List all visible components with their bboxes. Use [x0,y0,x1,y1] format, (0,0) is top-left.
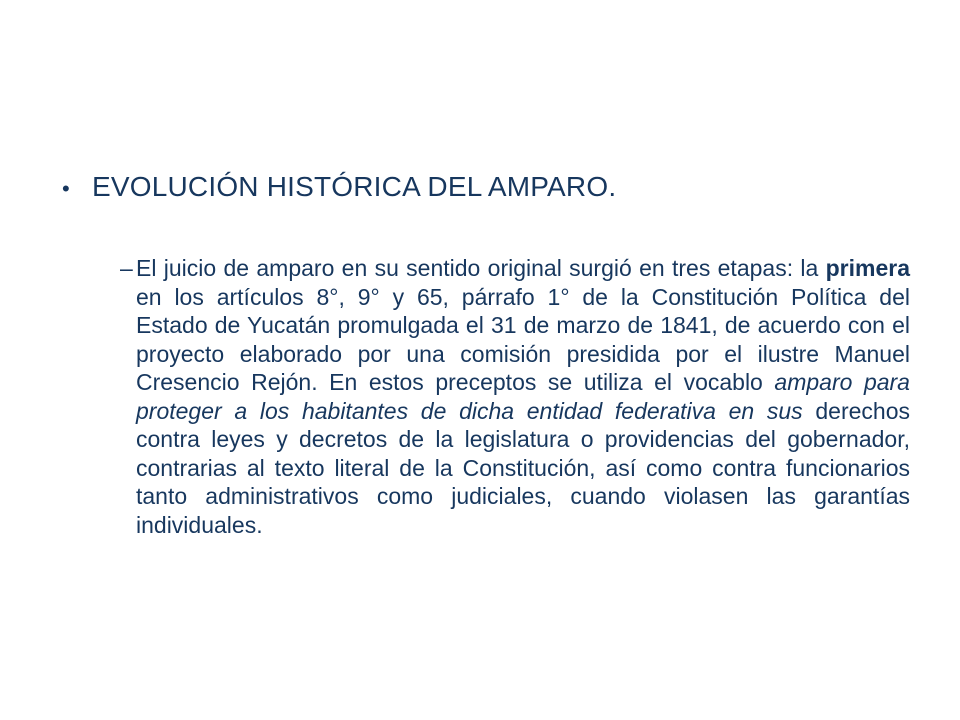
bullet-icon: • [62,176,70,201]
dash-icon: – [120,255,133,281]
paragraph-bold-primera: primera [825,255,910,281]
paragraph-text-1: El juicio de amparo en su sentido original surgió en tres etapas: la [136,255,826,281]
paragraph-text-3: derechos contra leyes y decretos de la legislatura o providencias del gobernador, contrarias al texto literal de la Constitución, así como contra funcionarios tanto administrativos como judiciales, cuando violasen las garantías individuales. [136,397,910,538]
main-bullet [62,168,912,208]
slide-heading: EVOLUCIÓN HISTÓRICA DEL AMPARO. [92,171,617,202]
paragraph-italic: amparo para proteger a los habitantes de dicha entidad federativa en sus [136,369,910,424]
paragraph-text-2: en los artículos 8°, 9° y 65, párrafo 1° de la Constitución Política del Estado de Yucatán promulgada el 31 de marzo de 1841, de acuerdo con el proyecto elaborado por una comisión presidida por el ilustre Manuel Cresencio Rejón. En estos preceptos se utiliza el vocablo [136,283,910,395]
body-paragraph [136,254,910,539]
sub-bullet [120,254,910,539]
